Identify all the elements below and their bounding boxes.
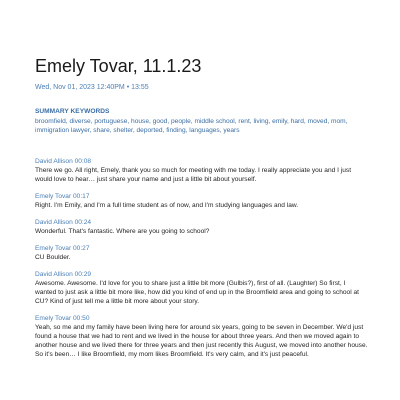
- speaker-timestamp: Emely Tovar 00:17: [35, 193, 90, 200]
- utterance-text: Wonderful. That's fantastic. Where are you going to school?: [35, 228, 210, 235]
- utterance-text: There we go. All right, Emely, thank you so much for meeting with me today. I really appreciate you and I just would love to hear… just share your name and just a little bit about yourself.: [35, 167, 352, 183]
- transcript: [35, 157, 368, 367]
- utterance-text: Right. I'm Emily, and I'm a full time student as of now, and I'm studying languages and law.: [35, 202, 299, 209]
- document-title: Emely Tovar, 11.1.23: [35, 56, 202, 76]
- keywords-list: broomfield, diverse, portuguese, house, good, people, middle school, rent, living, emily, hard, moved, mom, immigration lawyer, share, shelter, deported, finding, languages, years: [35, 118, 348, 134]
- transcript-entry: [35, 314, 368, 359]
- transcript-entry: [35, 244, 368, 262]
- utterance-text: Awesome. Awesome. I'd love for you to share just a little bit more (Gulbis?), first of all. (Laughter) So first, I wanted to just ask a little bit more like, how did you kind of end up in the Broomfield area and going to school at CU? Kind of just tell me a little bit more about your story.: [35, 280, 360, 305]
- transcript-entry: [35, 192, 368, 210]
- transcript-entry: [35, 157, 368, 184]
- utterance-text: CU Boulder.: [35, 254, 71, 261]
- transcript-entry: [35, 270, 368, 306]
- speaker-timestamp: David Allison 00:24: [35, 219, 92, 226]
- document-date: Wed, Nov 01, 2023 12:40PM • 13:55: [35, 84, 149, 91]
- transcript-entry: [35, 218, 368, 236]
- keywords-heading: SUMMARY KEYWORDS: [35, 108, 110, 115]
- speaker-timestamp: Emely Tovar 00:27: [35, 245, 90, 252]
- speaker-timestamp: Emely Tovar 00:50: [35, 315, 90, 322]
- speaker-timestamp: David Allison 00:29: [35, 271, 92, 278]
- speaker-timestamp: David Allison 00:08: [35, 158, 92, 165]
- utterance-text: Yeah, so me and my family have been living here for around six years, going to be seven in December. We'd just found a house that we had to rent and we lived in the house for about three years. And then we moved again to another house and we lived there for three years and then just recently this August, we moved into another house. So it's been… I like Broomfield, my mom likes Broomfield. It's very calm, and it's just peaceful.: [35, 324, 368, 358]
